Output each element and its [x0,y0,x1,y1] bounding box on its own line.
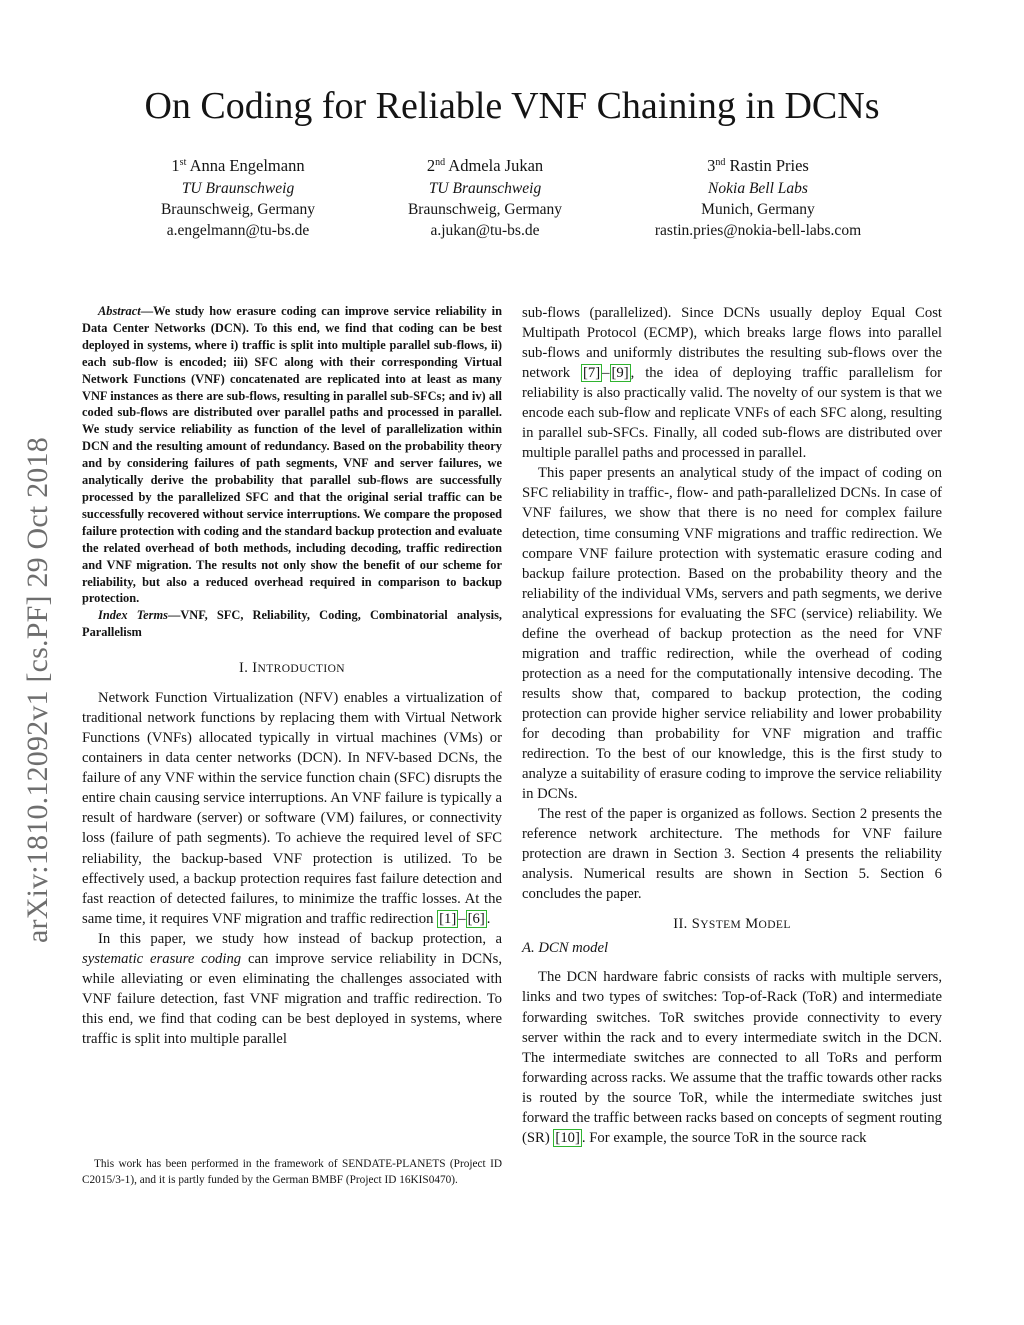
author-name: 1st Anna Engelmann [171,156,305,175]
author-location: Braunschweig, Germany [160,201,316,218]
body-paragraph: This paper presents an analytical study of the impact of coding on SFC reliability in traffic-, flow- and path-parallelized DCNs. In case of VNF failures, we show that there is no need for complex failure detection, time consuming VNF migrations and traffic redirection. We compare VNF failure protection with systematic erasure coding and backup failure protection. Based on the probability theory and the reliability of the individual VMs, servers and path segments, we derive analytical expressions for evaluating the SFC (service) reliability. We define the overhead of backup protection as the need for VNF migration and traffic redirection, while the overhead of coding protection as a need for the computationally intensive decoding. The results show that, compared to backup protection, the coding protection can provide higher service reliability and lower probability for decoding than probability for VNF migration and traffic redirection. To the best of our knowledge, this is the first study to analyze a suitability of erasure coding to improve the service reliability in DCNs. [522,465,942,803]
index-terms-label: Index Terms [98,608,168,623]
intro-paragraph: Network Function Virtualization (NFV) enables a virtualization of traditional network functions by replacing them with Virtual Network Functions (VNFs) allocated typically in virtual machines (VMs) or containers in data center networks (DCN). In NFV-based DCNs, the failure of any VNF within the service function chain (SFC) disrupts the entire chain causing service interruptions. An VNF failure is typically a result of hardware (server) or software (VM) failures, or connectivity loss (failure of path segments). To achieve the required level of SFC reliability, the backup-based VNF protection is utilized. To be effectively used, a backup protection requires fast failure detection and fast reaction of detected failures, to minimize the traffic losses. At the same time, it requires VNF migration and traffic redirection [1] – [6] . [82,690,502,927]
author-location: Munich, Germany [701,201,815,218]
author-affiliation: TU Braunschweig [428,180,542,197]
citation-link[interactable]: [10] [555,1129,580,1146]
author-block [98,154,378,241]
right-column [522,303,942,1148]
citation-link[interactable]: [9] [611,365,629,382]
body-paragraph: The DCN hardware fabric consists of racks with multiple servers, links and two types of switches: Top-of-Rack (ToR) and intermediate forwarding switches. ToR switches provide connectivity to every server within the rack and to every intermediate switch in the DCN. The intermediate switches are connected to all ToRs and perform forwarding across racks. We assume that the traffic towards other racks is routed by the source ToR, while the intermediate switches just forward the traffic between racks based on concepts of segment routing (SR) [10] . For example, the source ToR in the source rack [522,969,942,1146]
subsection-heading: A. DCN model [522,940,609,957]
citation-link[interactable]: [7] [583,365,601,382]
author-block [618,154,898,241]
body-paragraph: The rest of the paper is organized as follows. Section 2 presents the reference network architecture. The methods for VNF failure protection are drawn in Section 3. Section 4 presents the reliability analysis. Numerical results are shown in Section 5. Section 6 concludes the paper. [522,806,942,903]
author-email: a.engelmann@tu-bs.de [166,222,310,239]
arxiv-stamp: arXiv:1810.12092v1 [cs.PF] 29 Oct 2018 [21,437,54,943]
citation-link[interactable]: [1] [439,910,457,927]
body-paragraph: sub-flows (parallelized). Since DCNs usually deploy Equal Cost Multipath Protocol (ECMP), which breaks large flows into parallel sub-flows and uniformly distributes the resulting sub-flows over the network [7] – [9] , the idea of deploying traffic parallelism for reliability is also practically valid. The novelty of our system is that we encode each sub-flow and replicate VNFs of each SFC along, resulting in parallel sub-SFCs. Finally, all coded sub-flows are distributed over multiple parallel paths and processed in parallel. [522,305,942,462]
author-email: a.jukan@tu-bs.de [430,222,540,239]
author-location: Braunschweig, Germany [407,201,563,218]
section-heading-system-model: II. SYSTEM MODEL [673,916,791,933]
author-name: 2nd Admela Jukan [426,156,544,175]
paper-title: On Coding for Reliable VNF Chaining in DCNs [144,85,880,127]
author-email: rastin.pries@nokia-bell-labs.com [654,222,862,239]
citation-link[interactable]: [6] [467,910,485,927]
intro-paragraph: In this paper, we study how instead of backup protection, a systematic erasure coding can improve service reliability in DCNs, while alleviating or even eliminating the challenges associated with VNF failure detection, fast VNF migration and traffic redirection. To this end, we find that coding can be best deployed in systems, where traffic is split into multiple parallel [82,930,502,1047]
abstract-label: Abstract [98,304,141,318]
author-affiliation: Nokia Bell Labs [708,180,808,197]
section-heading-introduction: I. INTRODUCTION [239,660,345,677]
author-affiliation: TU Braunschweig [181,180,295,197]
footnote: This work has been performed in the framework of SENDATE-PLANETS (Project ID C2015/3-1), and it is partly funded by the German BMBF (Project ID 16KIS0470). [82,1158,502,1186]
left-column [82,303,502,1049]
index-terms [82,607,502,641]
abstract [82,303,502,607]
author-name: 3nd Rastin Pries [707,156,809,175]
author-block [345,154,625,241]
abstract-text: —We study how erasure coding can improve service reliability in Data Center Networks (DCN). To this end, we find that coding can be best deployed in systems, where i) traffic is split into multiple parallel sub-flows, ii) each sub-flow is encoded; iii) SFC along with their corresponding Virtual Network Functions (VNF) concatenated are replicated into at least as many VNF instances as there are sub-flows, resulting in parallel sub-SFCs; and iv) all coded sub-flows are distributed over parallel paths and processed in parallel. We study service reliability as function of the level of parallelization within DCN and the resulting amount of redundancy. Based on the probability theory and by considering failures of path segments, VNF and server failures, we analytically derive the probability that parallel sub-flows are successfully processed by the parallelized SFC and that the original serial traffic can be successfully recovered without service interruptions. We compare the proposed failure protection with coding and the standard backup protection and evaluate the related overhead of both methods, including decoding, traffic redirection and VNF migration. The results not only show the benefit of our scheme for reliability, but also a reduced overhead required in comparison to backup protection. [82,304,502,606]
index-terms-text: —VNF, SFC, Reliability, Coding, Combinatorial analysis, Parallelism [82,608,502,640]
